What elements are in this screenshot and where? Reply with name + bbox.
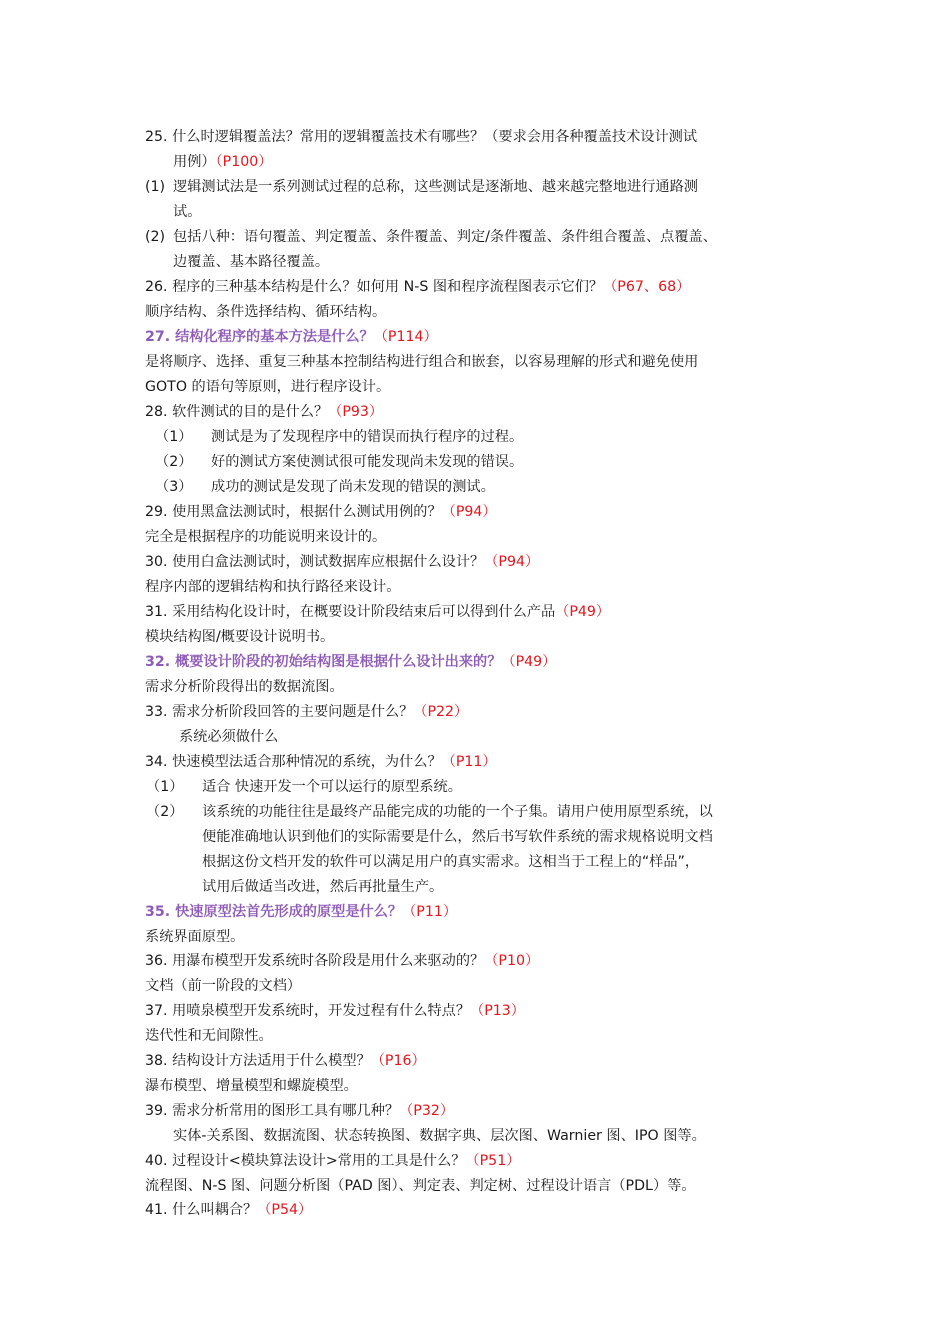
question-text: 36. 用瀑布模型开发系统时各阶段是用什么来驱动的？ bbox=[145, 953, 485, 969]
answer-text: 系统必须做什么 bbox=[179, 729, 279, 745]
question-34 bbox=[145, 753, 825, 771]
question-36 bbox=[145, 952, 825, 970]
page-reference: （P94） bbox=[484, 554, 540, 570]
page-reference: （P100） bbox=[215, 154, 273, 170]
answer-text: 文档（前一阶段的文档） bbox=[145, 978, 302, 994]
question-text: 41. 什么叫耦合？ bbox=[145, 1202, 258, 1218]
question-38 bbox=[145, 1052, 825, 1070]
page-reference: （P49） bbox=[501, 654, 557, 670]
answer-28-3 bbox=[211, 478, 891, 496]
answer-34-2-line-2 bbox=[202, 828, 882, 846]
question-text: 35. 快速原型法首先形成的原型是什么？ bbox=[145, 904, 403, 920]
question-25-text-cont: 用例） bbox=[173, 154, 216, 170]
question-text: 34. 快速模型法适合那种情况的系统，为什么？ bbox=[145, 754, 442, 770]
answer-text: 试用后做适当改进，然后再批量生产。 bbox=[202, 879, 444, 895]
page-reference: （P67、68） bbox=[603, 279, 691, 295]
question-28 bbox=[145, 403, 825, 421]
list-marker: （1） bbox=[155, 429, 193, 445]
question-text: 31. 采用结构化设计时，在概要设计阶段结束后可以得到什么产品 bbox=[145, 604, 556, 620]
answer-text: 边覆盖、基本路径覆盖。 bbox=[173, 254, 330, 270]
question-26 bbox=[145, 278, 825, 296]
answer-27-line-1 bbox=[145, 353, 825, 371]
question-37 bbox=[145, 1002, 825, 1020]
answer-text: 需求分析阶段得出的数据流图。 bbox=[145, 679, 344, 695]
question-text: 39. 需求分析常用的图形工具有哪几种？ bbox=[145, 1103, 400, 1119]
page-reference: （P49） bbox=[555, 604, 611, 620]
page-reference: （P54） bbox=[257, 1202, 313, 1218]
answer-text: 流程图、N-S 图、问题分析图（PAD 图）、判定表、判定树、过程设计语言（PDL）等。 bbox=[145, 1178, 696, 1194]
answer-35 bbox=[145, 928, 825, 946]
list-marker: （2） bbox=[146, 804, 184, 820]
list-marker: (2) bbox=[145, 229, 166, 245]
question-40 bbox=[145, 1152, 825, 1170]
answer-28-2 bbox=[211, 453, 891, 471]
page-reference: （P93） bbox=[328, 404, 384, 420]
answer-39 bbox=[173, 1127, 853, 1145]
answer-text: 实体-关系图、数据流图、状态转换图、数据字典、层次图、Warnier 图、IPO 图等。 bbox=[173, 1128, 706, 1144]
answer-text: 顺序结构、条件选择结构、循环结构。 bbox=[145, 304, 387, 320]
question-27 bbox=[145, 328, 825, 346]
answer-37 bbox=[145, 1027, 825, 1045]
question-25-line-2 bbox=[173, 153, 853, 171]
page-reference: （P13） bbox=[470, 1003, 525, 1019]
answer-text: 成功的测试是发现了尚未发现的错误的测试。 bbox=[211, 479, 495, 495]
question-25-text: 25. 什么时逻辑覆盖法？常用的逻辑覆盖技术有哪些？（要求会用各种覆盖技术设计测试 bbox=[145, 129, 698, 145]
answer-text: 适合 快速开发一个可以运行的原型系统。 bbox=[202, 779, 462, 795]
answer-text: 便能准确地认识到他们的实际需要是什么，然后书写软件系统的需求规格说明文档 bbox=[202, 829, 713, 845]
page-reference: （P94） bbox=[441, 504, 497, 520]
list-marker: （2） bbox=[155, 454, 193, 470]
question-29 bbox=[145, 503, 825, 521]
question-text: 40. 过程设计<模块算法设计>常用的工具是什么？ bbox=[145, 1153, 466, 1169]
question-text: 38. 结构设计方法适用于什么模型？ bbox=[145, 1053, 371, 1069]
question-35 bbox=[145, 903, 825, 921]
page-reference: （P11） bbox=[441, 754, 497, 770]
answer-text: 逻辑测试法是一系列测试过程的总称，这些测试是逐渐地、越来越完整地进行通路测 bbox=[173, 179, 698, 195]
question-39 bbox=[145, 1102, 825, 1120]
answer-33 bbox=[179, 728, 859, 746]
list-marker: （3） bbox=[155, 479, 193, 495]
page-reference: （P114） bbox=[373, 329, 438, 345]
question-text: 26. 程序的三种基本结构是什么？如何用 N-S 图和程序流程图表示它们？ bbox=[145, 279, 604, 295]
answer-29 bbox=[145, 528, 825, 546]
answer-31 bbox=[145, 628, 825, 646]
page-reference: （P32） bbox=[399, 1103, 455, 1119]
page-reference: （P22） bbox=[413, 704, 469, 720]
answer-text: 包括八种：语句覆盖、判定覆盖、条件覆盖、判定/条件覆盖、条件组合覆盖、点覆盖、 bbox=[173, 229, 717, 245]
answer-30 bbox=[145, 578, 825, 596]
answer-25-2-line-2 bbox=[173, 253, 853, 271]
page-reference: （P11） bbox=[402, 904, 458, 920]
question-text: 27. 结构化程序的基本方法是什么？ bbox=[145, 329, 374, 345]
answer-26 bbox=[145, 303, 825, 321]
answer-34-2-line-1 bbox=[202, 803, 882, 821]
answer-25-1-line-2 bbox=[173, 203, 853, 221]
question-text: 29. 使用黑盒法测试时，根据什么测试用例的？ bbox=[145, 504, 442, 520]
answer-text: 迭代性和无间隙性。 bbox=[145, 1028, 273, 1044]
answer-25-2-line-1 bbox=[173, 228, 853, 246]
answer-32 bbox=[145, 678, 825, 696]
question-text: 33. 需求分析阶段回答的主要问题是什么？ bbox=[145, 704, 414, 720]
page-reference: （P10） bbox=[484, 953, 540, 969]
answer-text: 瀑布模型、增量模型和螺旋模型。 bbox=[145, 1078, 358, 1094]
question-41 bbox=[145, 1201, 825, 1219]
question-text: 30. 使用白盒法测试时，测试数据库应根据什么设计？ bbox=[145, 554, 485, 570]
answer-text: 该系统的功能往往是最终产品能完成的功能的一个子集。请用户使用原型系统，以 bbox=[202, 804, 713, 820]
answer-text: 根据这份文档开发的软件可以满足用户的真实需求。这相当于工程上的“样品”， bbox=[202, 854, 700, 870]
answer-text: 系统界面原型。 bbox=[145, 929, 245, 945]
answer-text: 好的测试方案使测试很可能发现尚未发现的错误。 bbox=[211, 454, 524, 470]
question-32 bbox=[145, 653, 825, 671]
answer-40 bbox=[145, 1177, 825, 1195]
answer-text: 程序内部的逻辑结构和执行路径来设计。 bbox=[145, 579, 401, 595]
page-reference: （P51） bbox=[465, 1153, 521, 1169]
answer-text: 测试是为了发现程序中的错误而执行程序的过程。 bbox=[211, 429, 524, 445]
answer-36 bbox=[145, 977, 825, 995]
question-31 bbox=[145, 603, 825, 621]
list-marker: （1） bbox=[146, 779, 184, 795]
page-reference: （P16） bbox=[370, 1053, 426, 1069]
answer-38 bbox=[145, 1077, 825, 1095]
question-30 bbox=[145, 553, 825, 571]
question-text: 32. 概要设计阶段的初始结构图是根据什么设计出来的？ bbox=[145, 654, 502, 670]
question-25-line-1 bbox=[145, 128, 825, 146]
answer-34-1 bbox=[202, 778, 882, 796]
question-text: 37. 用喷泉模型开发系统时，开发过程有什么特点？ bbox=[145, 1003, 471, 1019]
answer-34-2-line-3 bbox=[202, 853, 882, 871]
answer-25-1-line-1 bbox=[173, 178, 853, 196]
question-text: 28. 软件测试的目的是什么？ bbox=[145, 404, 329, 420]
answer-text: 完全是根据程序的功能说明来设计的。 bbox=[145, 529, 387, 545]
list-marker: (1) bbox=[145, 179, 166, 195]
answer-34-2-line-4 bbox=[202, 878, 882, 896]
answer-27-line-2 bbox=[145, 378, 825, 396]
answer-text: 是将顺序、选择、重复三种基本控制结构进行组合和嵌套，以容易理解的形式和避免使用 bbox=[145, 354, 699, 370]
answer-text: GOTO 的语句等原则，进行程序设计。 bbox=[145, 379, 391, 395]
question-33 bbox=[145, 703, 825, 721]
answer-text: 模块结构图/概要设计说明书。 bbox=[145, 629, 335, 645]
answer-28-1 bbox=[211, 428, 891, 446]
answer-text: 试。 bbox=[173, 204, 202, 220]
